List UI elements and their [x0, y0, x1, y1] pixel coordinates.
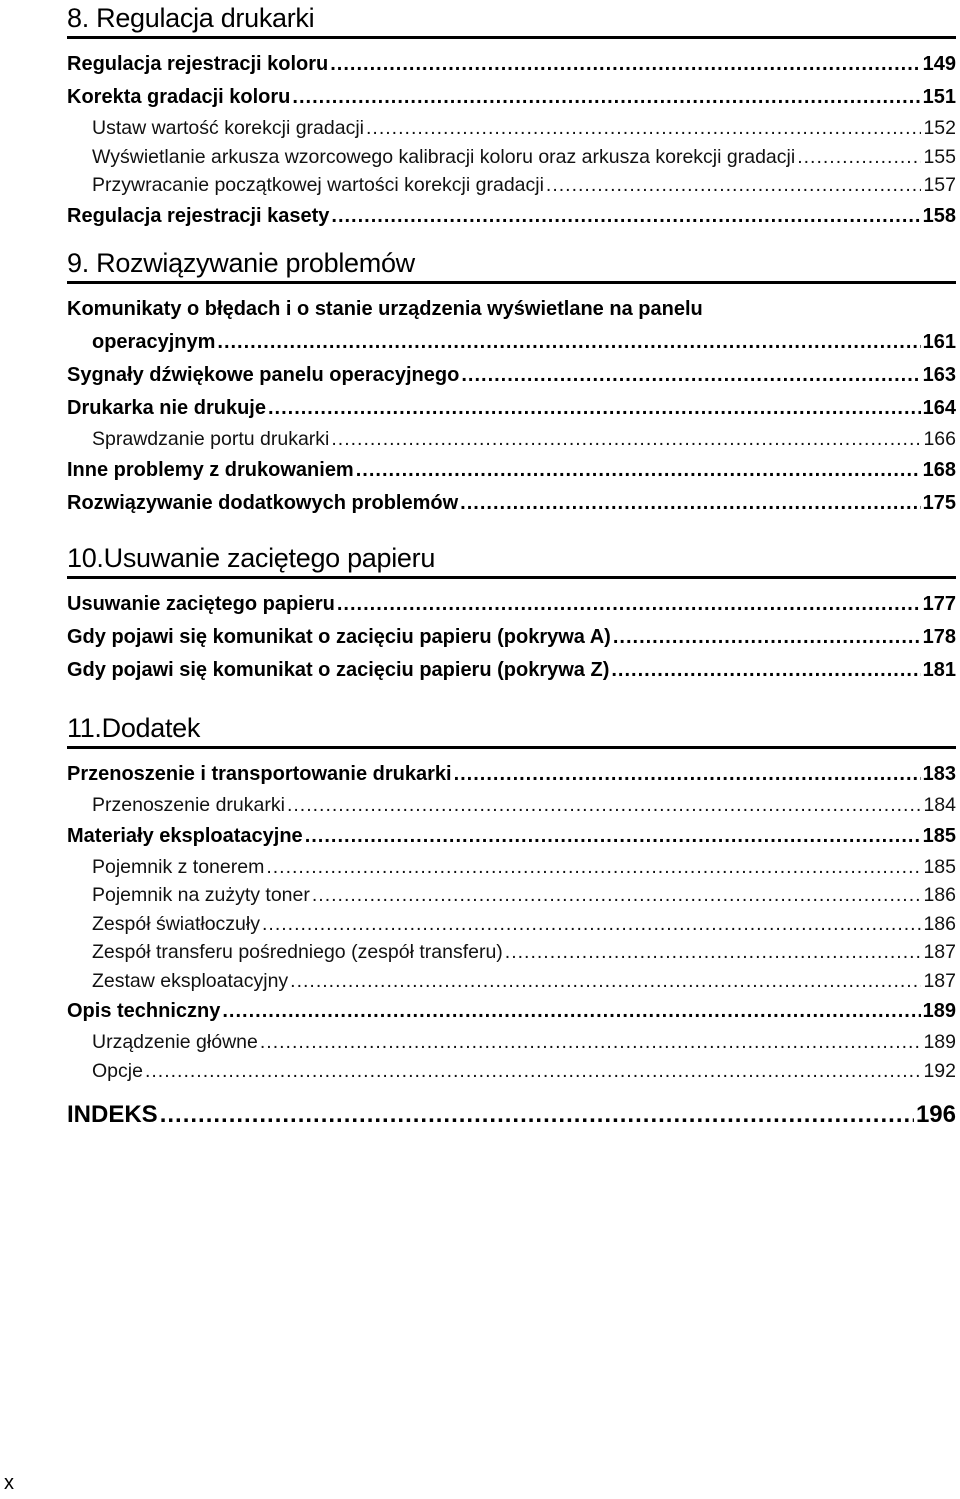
toc-page-number: 183	[922, 763, 956, 785]
dot-leader	[160, 1098, 914, 1132]
toc-entry[interactable]	[67, 910, 956, 939]
dot-leader	[337, 588, 921, 621]
toc-entry-title: Usuwanie zaciętego papieru	[67, 593, 335, 615]
chapter-section	[67, 0, 956, 233]
dot-leader	[266, 853, 921, 882]
toc-entry[interactable]	[67, 200, 956, 233]
dot-leader	[366, 114, 921, 143]
toc-page-number: 186	[923, 912, 956, 935]
dot-leader	[331, 200, 920, 233]
toc-entry-title: Korekta gradacji koloru	[67, 86, 291, 108]
toc-entry[interactable]	[67, 588, 956, 621]
dot-leader	[312, 881, 922, 910]
toc-entry[interactable]	[67, 820, 956, 853]
toc-entry-title: Przenoszenie drukarki	[92, 794, 285, 816]
dot-leader	[292, 81, 920, 114]
toc-page-number: 161	[922, 331, 956, 353]
dot-leader	[356, 454, 921, 487]
toc-entry[interactable]	[67, 425, 956, 454]
dot-leader	[268, 392, 921, 425]
toc-page-number: 178	[922, 626, 956, 648]
chapter-title: 11.Dodatek	[67, 713, 201, 743]
toc-entry[interactable]	[67, 791, 956, 820]
toc-page-number: 151	[922, 86, 956, 108]
toc-page-number: 187	[923, 941, 956, 963]
toc-page-number: 186	[923, 884, 956, 906]
dot-leader	[505, 938, 922, 967]
dot-leader	[613, 621, 921, 654]
toc-page-number: 189	[922, 1000, 956, 1022]
toc-page-number: 158	[922, 204, 956, 227]
dot-leader	[331, 425, 921, 454]
toc-entry-index[interactable]	[67, 1098, 956, 1132]
toc-page-number: 168	[922, 458, 956, 481]
dot-leader	[290, 967, 921, 996]
dot-leader	[287, 791, 922, 820]
chapter-rule	[67, 576, 956, 579]
chapter-title: 9. Rozwiązywanie problemów	[67, 248, 415, 278]
toc-entry-title: Komunikaty o błędach i o stanie urządzenia wyświetlane na panelu	[67, 298, 703, 320]
chapter-rule	[67, 36, 956, 39]
toc-entry[interactable]	[67, 621, 956, 654]
chapter-title: 10.Usuwanie zaciętego papieru	[67, 543, 436, 573]
toc-page-number: 177	[922, 593, 956, 615]
dot-leader	[460, 487, 920, 520]
toc-entry-title: Ustaw wartość korekcji gradacji	[92, 117, 365, 139]
dot-leader	[454, 758, 921, 791]
toc-entry-title: Rozwiązywanie dodatkowych problemów	[67, 491, 459, 514]
toc-entry[interactable]	[67, 392, 956, 425]
toc-entry-title-cont: operacyjnym	[92, 331, 216, 353]
toc-entry[interactable]	[67, 758, 956, 791]
toc-entry[interactable]	[67, 487, 956, 520]
toc-entry-title: Zestaw eksploatacyjny	[92, 969, 289, 992]
chapter-section	[67, 540, 956, 687]
toc-entry-title: Drukarka nie drukuje	[67, 397, 266, 419]
toc-entry[interactable]	[67, 853, 956, 882]
toc-entry-title: Zespół transferu pośredniego (zespół transferu)	[92, 941, 503, 963]
chapter-rule	[67, 281, 956, 284]
toc-entry-title: Wyświetlanie arkusza wzorcowego kalibracji koloru oraz arkusza korekcji gradacji	[92, 145, 796, 168]
toc-entry[interactable]	[67, 48, 956, 81]
toc-page-number: 185	[923, 855, 956, 878]
toc-entry-title: Zespół światłoczuły	[92, 912, 260, 935]
toc-entry[interactable]	[67, 114, 956, 143]
toc-page-number: 185	[922, 824, 956, 847]
toc-entry[interactable]	[67, 1028, 956, 1057]
toc-entry-title: Gdy pojawi się komunikat o zacięciu papieru (pokrywa Z)	[67, 659, 610, 681]
toc-entry[interactable]	[67, 1057, 956, 1086]
toc-entry-title: Pojemnik na zużyty toner	[92, 884, 310, 906]
toc-entry-title: Przenoszenie i transportowanie drukarki	[67, 763, 452, 785]
toc-entry[interactable]	[67, 293, 956, 359]
dot-leader	[461, 359, 920, 392]
toc-page-number: 152	[923, 117, 956, 139]
toc-entry[interactable]	[67, 143, 956, 172]
toc-entry[interactable]	[67, 881, 956, 910]
chapter-title: 8. Regulacja drukarki	[67, 3, 315, 33]
dot-leader	[217, 326, 920, 359]
toc-entry[interactable]	[67, 938, 956, 967]
toc-entry[interactable]	[67, 967, 956, 996]
toc-page-number: 166	[923, 428, 956, 450]
chapter-section	[67, 710, 956, 1085]
toc-entry-title: Opis techniczny	[67, 1000, 221, 1022]
toc-page-number: 181	[922, 659, 956, 681]
toc-entry-continuation	[67, 326, 956, 359]
page-number: x	[4, 1472, 14, 1494]
toc-page-number: 157	[923, 174, 956, 196]
toc-page-number: 149	[922, 53, 956, 75]
toc-entry[interactable]	[67, 454, 956, 487]
toc-entry[interactable]	[67, 81, 956, 114]
toc-entry-title: Urządzenie główne	[92, 1031, 258, 1053]
toc-page-number: 175	[922, 491, 956, 514]
dot-leader	[546, 171, 922, 200]
toc-page-number: 163	[922, 364, 956, 386]
toc-entry-title: Pojemnik z tonerem	[92, 855, 265, 878]
toc-entry-title: Regulacja rejestracji koloru	[67, 53, 329, 75]
index-title: INDEKS	[67, 1101, 158, 1128]
toc-entry[interactable]	[67, 171, 956, 200]
dot-leader	[305, 820, 921, 853]
toc-entry-title: Przywracanie początkowej wartości korekcji gradacji	[92, 174, 544, 196]
dot-leader	[222, 995, 920, 1028]
toc-entry-title: Opcje	[92, 1059, 143, 1082]
toc-page-number: 155	[923, 145, 956, 168]
chapter-section	[67, 245, 956, 520]
dot-leader	[611, 654, 920, 687]
dot-leader	[330, 48, 920, 81]
chapter-rule	[67, 746, 956, 749]
toc-page-number: 192	[923, 1059, 956, 1082]
toc-page-number: 189	[923, 1031, 956, 1053]
toc-page-number: 184	[923, 794, 956, 816]
toc-page-number: 164	[922, 397, 956, 419]
toc-entry-title: Gdy pojawi się komunikat o zacięciu papieru (pokrywa A)	[67, 626, 611, 648]
dot-leader	[262, 910, 921, 939]
toc-entry-title: Inne problemy z drukowaniem	[67, 458, 354, 481]
toc-entry[interactable]	[67, 359, 956, 392]
toc-entry-title: Sygnały dźwiękowe panelu operacyjnego	[67, 364, 460, 386]
toc-entry-title: Sprawdzanie portu drukarki	[92, 428, 330, 450]
toc-page-number: 187	[923, 969, 956, 992]
toc-entry[interactable]	[67, 654, 956, 687]
dot-leader	[145, 1057, 922, 1086]
toc-entry[interactable]	[67, 995, 956, 1028]
index-page-number: 196	[915, 1101, 956, 1128]
dot-leader	[260, 1028, 922, 1057]
toc-entry-title: Regulacja rejestracji kasety	[67, 204, 330, 227]
dot-leader	[797, 143, 921, 172]
toc-entry-title: Materiały eksploatacyjne	[67, 824, 303, 847]
